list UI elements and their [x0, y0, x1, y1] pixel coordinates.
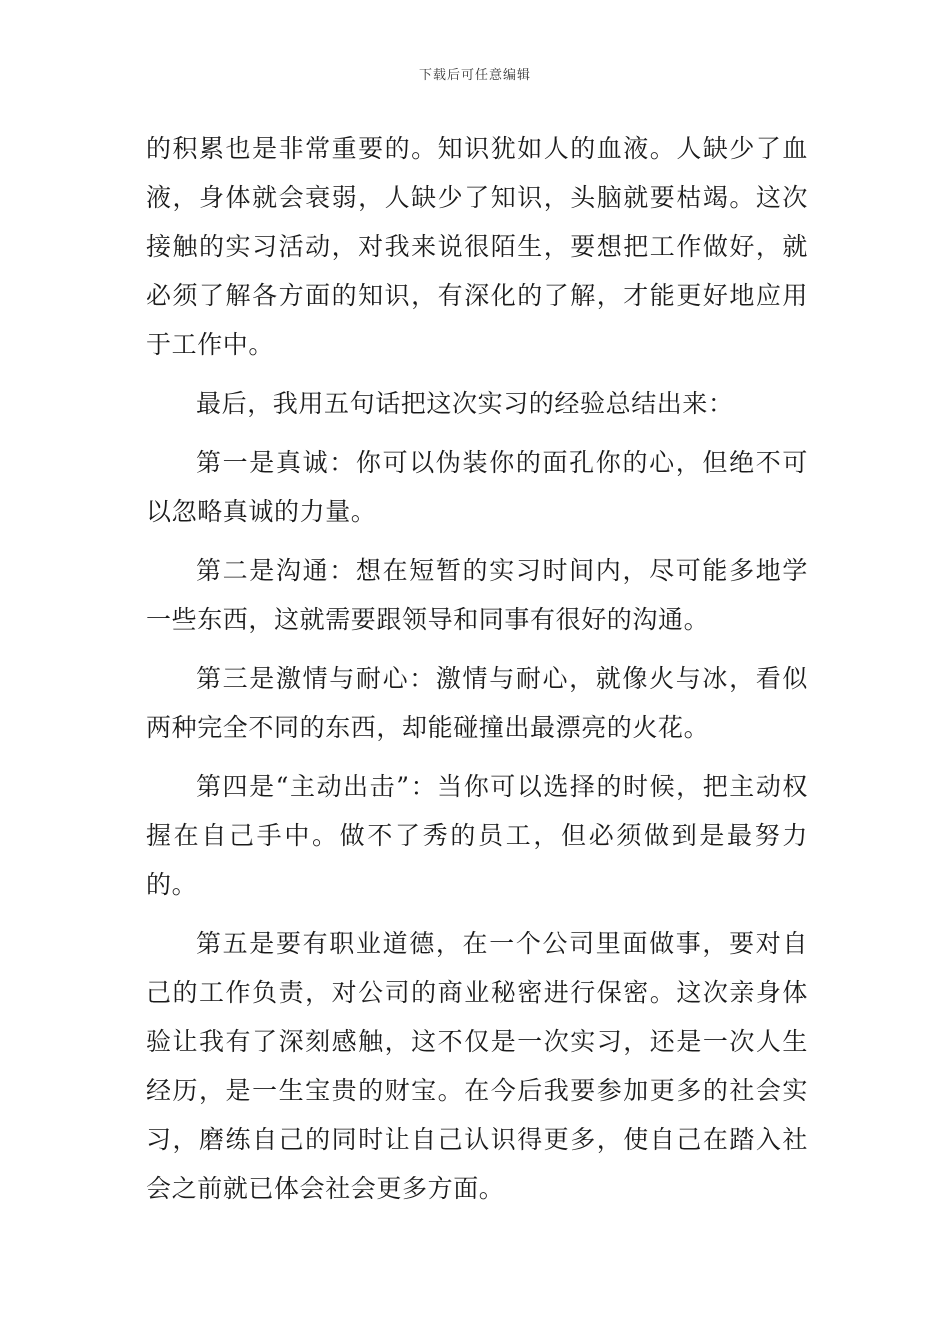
paragraph-point-5: 第五是要有职业道德，在一个公司里面做事，要对自己的工作负责，对公司的商业秘密进行保密。这次亲身体验让我有了深刻感触，这不仅是一次实习，还是一次人生经历，是一生宝贵的财宝。在今后我要参加更多的社会实习，磨练自己的同时让自己认识得更多，使自己在踏入社会之前就已体会社会更多方面。 [146, 929, 808, 1203]
paragraph-summary-intro: 最后，我用五句话把这次实习的经验总结出来： [196, 389, 734, 418]
paragraph-point-1: 第一是真诚：你可以伪装你的面孔你的心，但绝不可以忽略真诚的力量。 [146, 448, 808, 526]
paragraph-continued: 的积累也是非常重要的。知识犹如人的血液。人缺少了血液，身体就会衰弱，人缺少了知识，头脑就要枯竭。这次接触的实习活动，对我来说很陌生，要想把工作做好，就必须了解各方面的知识，有深化的了解，才能更好地应用于工作中。 [146, 134, 808, 359]
paragraph-point-2: 第二是沟通：想在短暂的实习时间内，尽可能多地学一些东西，这就需要跟领导和同事有很好的沟通。 [146, 556, 808, 634]
paragraph-point-4: 第四是“主动出击”：当你可以选择的时候，把主动权握在自己手中。做不了秀的员工，但必须做到是最努力的。 [146, 772, 808, 899]
paragraph-point-3: 第三是激情与耐心：激情与耐心，就像火与冰，看似两种完全不同的东西，却能碰撞出最漂亮的火花。 [146, 664, 808, 742]
document-body [146, 124, 808, 1223]
page-header-note: 下载后可任意编辑 [418, 68, 531, 83]
